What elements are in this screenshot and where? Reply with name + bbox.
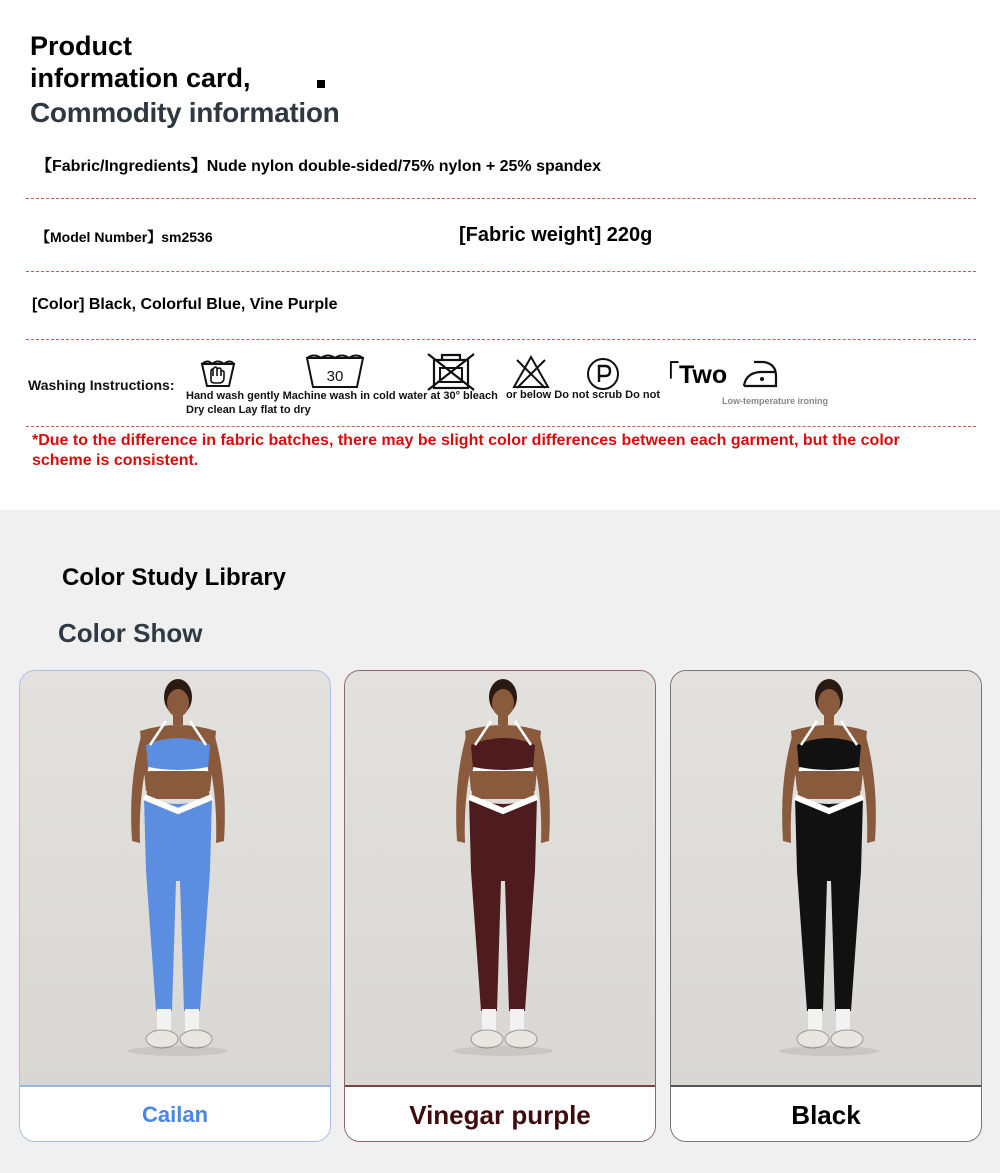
model-photo-vinegar-purple	[345, 671, 655, 1087]
right-sock	[185, 1009, 199, 1031]
left-shoe	[471, 1030, 503, 1048]
sports-bra	[146, 738, 210, 772]
left-shoe	[146, 1030, 178, 1048]
machine-wash-30-icon	[304, 352, 366, 390]
color-label-vinegar-purple: Vinegar purple	[345, 1085, 655, 1142]
washing-description: Hand wash gently Machine wash in cold water at 30° bleach Dry clean Lay flat to dry	[186, 390, 498, 416]
model-number: 【Model Number】sm2536	[36, 229, 213, 245]
divider	[26, 339, 976, 340]
model-figure	[779, 679, 879, 1056]
color-card-cailan[interactable]	[19, 670, 331, 1142]
sports-bra	[471, 738, 535, 772]
head	[492, 689, 514, 717]
midriff	[471, 771, 535, 799]
color-difference-note: *Due to the difference in fabric batches, there may be slight color differences between each garment, but the color scheme is consistent.	[32, 432, 900, 469]
leggings	[469, 797, 537, 1011]
color-label-cailan: Cailan	[20, 1085, 330, 1142]
page-title-line2: information card,	[30, 63, 251, 93]
model-photo-cailan	[20, 671, 330, 1087]
leggings	[144, 797, 212, 1011]
color-library-title: Color Study Library	[62, 564, 287, 591]
no-tumble-dry-icon	[511, 354, 551, 390]
neck	[173, 715, 183, 725]
divider	[26, 271, 976, 272]
floor-shadow	[453, 1046, 553, 1056]
right-sock	[510, 1009, 524, 1031]
midriff	[146, 771, 210, 799]
wash-temp-label: 30	[326, 368, 344, 385]
fabric-ingredients: 【Fabric/Ingredients】Nude nylon double-sided/75% nylon + 25% spandex	[36, 158, 602, 175]
model-figure	[128, 679, 228, 1056]
floor-shadow	[128, 1046, 228, 1056]
fabric-weight: [Fabric weight] 220g	[459, 224, 653, 246]
page-title-line1: Product	[30, 31, 133, 61]
color-options: [Color] Black, Colorful Blue, Vine Purple	[32, 296, 338, 313]
color-show-title: Color Show	[58, 618, 203, 648]
neck	[498, 715, 508, 725]
right-shoe	[180, 1030, 212, 1048]
head	[167, 689, 189, 717]
head	[818, 689, 840, 717]
leggings	[795, 797, 863, 1011]
floor-shadow	[779, 1046, 879, 1056]
dry-clean-p-icon	[585, 356, 621, 392]
model-photo-black	[671, 671, 981, 1087]
title-dot	[317, 80, 325, 88]
color-label-black: Black	[671, 1085, 981, 1142]
two-text: 「Two	[654, 361, 728, 389]
divider	[26, 198, 976, 199]
low-iron-icon	[740, 354, 780, 390]
model-figure	[453, 679, 553, 1056]
hand-wash-icon	[198, 354, 238, 390]
divider	[26, 426, 976, 427]
no-bleach-icon	[424, 352, 478, 392]
color-card-black[interactable]	[670, 670, 982, 1142]
commodity-subtitle: Commodity information	[30, 97, 340, 128]
low-iron-label: Low-temperature ironing	[722, 396, 829, 406]
midriff	[797, 771, 861, 799]
right-shoe	[831, 1030, 863, 1048]
product-info-section	[0, 0, 1000, 510]
left-shoe	[797, 1030, 829, 1048]
washing-instructions-label: Washing Instructions:	[28, 377, 175, 393]
left-sock	[482, 1009, 496, 1031]
right-shoe	[505, 1030, 537, 1048]
right-sock	[836, 1009, 850, 1031]
sports-bra	[797, 738, 861, 772]
color-library-section	[0, 510, 1000, 1173]
neck	[824, 715, 834, 725]
left-sock	[808, 1009, 822, 1031]
left-sock	[157, 1009, 171, 1031]
color-card-vinegar-purple[interactable]	[344, 670, 656, 1142]
washing-description-2: or below Do not scrub Do not	[506, 389, 660, 401]
